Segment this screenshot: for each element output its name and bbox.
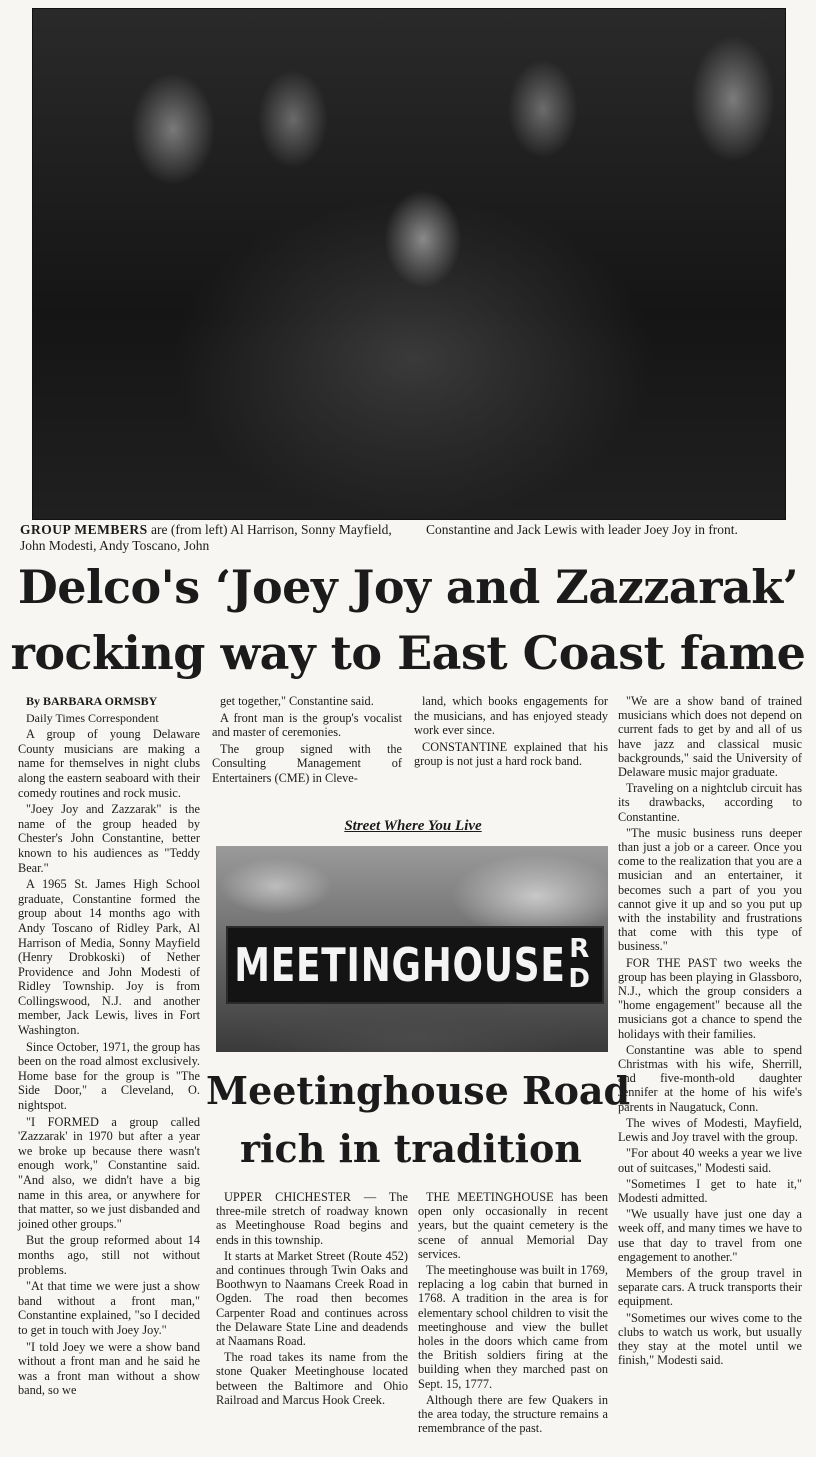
section-title: Street Where You Live: [344, 818, 482, 834]
story-paragraph: "For about 40 weeks a year we live out of suitcases," Modesti said.: [618, 1146, 802, 1175]
story-column-1: [18, 694, 200, 1400]
caption-text-right: Constantine and Jack Lewis with leader Joey Joy in front.: [426, 522, 738, 537]
sign-suffix: [568, 934, 590, 994]
story-paragraph: Constantine was able to spend Christmas with his wife, Sherrill, and five-month-old daughter Jennifer at the home of his wife's parents in Naugatuck, Conn.: [618, 1042, 802, 1114]
street-sign: [226, 926, 604, 1004]
sign-suffix-letter: D: [568, 964, 590, 994]
story-paragraph: A group of young Delaware County musicians are making a name for themselves in night clubs along the eastern seaboard with their comedy routines and rock music.: [18, 727, 200, 800]
story-paragraph: "At that time we were just a show band without a front man," Constantine explained, "so I decided to get in touch with Joey Joy.": [18, 1279, 200, 1337]
story-paragraph: Since October, 1971, the group has been on the road almost exclusively. Home base for the group is "The Side Door," a Cleveland, O. nightspot.: [18, 1039, 200, 1113]
sidebar-headline-line-2: rich in tradition: [240, 1126, 582, 1171]
sidebar-column-a: [216, 1190, 408, 1409]
caption-text-left: are (from left) Al Harrison, Sonny Mayfield, John Modesti, Andy Toscano, John: [20, 522, 392, 553]
byline-role: Daily Times Correspondent: [26, 710, 159, 725]
sidebar-paragraph: Although there are few Quakers in the area today, the structure remains a remembrance of the past.: [418, 1392, 608, 1436]
caption-lead: GROUP MEMBERS: [20, 522, 148, 537]
story-paragraph: "Joey Joy and Zazzarak" is the name of the group headed by Chester's John Constantine, better known to his audiences as "Teddy Bear.": [18, 802, 200, 875]
story-paragraph: A front man is the group's vocalist and master of ceremonies.: [212, 710, 402, 740]
photo-caption-right: [426, 522, 798, 538]
story-paragraph: get together," Constantine said.: [220, 694, 374, 708]
street-sign-photo: [216, 846, 608, 1052]
story-paragraph: "The music business runs deeper than just a job or a career. Once you come to the realization that you are a musician and an entertainer, it becomes such a part of you you cannot give it up and so you put up with the instability and frustrations that come with this type of business.": [618, 825, 802, 954]
story-paragraph: "We usually have just one day a week off, and many times we have to use that day to travel from one engagement to another.": [618, 1207, 802, 1264]
photo-caption-left: [20, 522, 392, 554]
sidebar-paragraph: THE MEETINGHOUSE has been open only occasionally in recent years, but the quaint cemetery is the scene of annual Memorial Day services.: [418, 1190, 608, 1261]
main-headline-line-2: rocking way to East Coast fame: [10, 626, 806, 680]
sidebar-paragraph: It starts at Market Street (Route 452) and continues through Twin Oaks and Boothwyn to Naamans Creek Road in Ogden. The road then becomes Carpenter Road and continues across the Delaware State Line and deadends at Naamans Road.: [216, 1248, 408, 1349]
story-paragraph: A 1965 St. James High School graduate, Constantine formed the group about 14 months ago with Andy Toscano of Ridley Park, Al Harrison of Media, Sonny Mayfield (Henry Drobkoski) of Nether Providence and John Modesti of Ridley Township. Joy is from Collingswood, N.J. and another member, Jack Lewis, lives in Fort Washington.: [18, 877, 200, 1038]
story-paragraph: But the group reformed about 14 months ago, still not without problems.: [18, 1233, 200, 1277]
sidebar-paragraph: The road takes its name from the stone Quaker Meetinghouse located between the Baltimore and Ohio Railroad and Marcus Hook Creek.: [216, 1350, 408, 1407]
story-paragraph: FOR THE PAST two weeks the group has been playing in Glassboro, N.J., which the group considers a "home engagement" because all the musicians got a chance to spend the holidays with their families.: [618, 955, 802, 1041]
story-column-4: [618, 694, 802, 1369]
story-paragraph: "I FORMED a group called 'Zazzarak' in 1970 but after a year we broke up because there wasn't enough work," Constantine said. "And also, we didn't have a big name in this area, or anywhere for that matter, so we just disbanded and joined other groups.": [18, 1114, 200, 1231]
sidebar-paragraph: The meetinghouse was built in 1769, replacing a log cabin that burned in 1768. A tradition in the area is for elementary school children to visit the meetinghouse and view the bullet holes in the doors which came from the British soldiers firing at the building when they marched past on Sept. 15, 1777.: [418, 1263, 608, 1391]
sign-word: MEETINGHOUSE: [234, 938, 566, 992]
sidebar-paragraph: UPPER CHICHESTER — The three-mile stretch of roadway known as Meetinghouse Road begins and ends in this township.: [216, 1190, 408, 1247]
story-paragraph: The wives of Modesti, Mayfield, Lewis and Joy travel with the group.: [618, 1115, 802, 1145]
byline-author: By BARBARA ORMSBY: [26, 694, 158, 708]
story-paragraph: Traveling on a nightclub circuit has its drawbacks, according to Constantine.: [618, 781, 802, 824]
story-paragraph: "We are a show band of trained musicians which does not depend on current fads to get by and all of us have jazz and classical music backgrounds," said the University of Delaware music major graduate.: [618, 694, 802, 780]
story-paragraph: "Sometimes I get to hate it," Modesti admitted.: [618, 1176, 802, 1205]
story-column-2: [212, 694, 402, 788]
story-paragraph: CONSTANTINE explained that his group is not just a hard rock band.: [414, 739, 608, 769]
story-paragraph: The group signed with the Consulting Management of Entertainers (CME) in Cleve-: [212, 741, 402, 785]
story-paragraph: Members of the group travel in separate cars. A truck transports their equipment.: [618, 1265, 802, 1309]
story-column-3: [414, 694, 608, 771]
group-photo: [32, 8, 786, 520]
sidebar-headline-line-1: Meetinghouse Road: [206, 1068, 631, 1113]
story-paragraph: "Sometimes our wives come to the clubs to watch us work, but usually they stay at the motel until we finish," Modesti said.: [618, 1310, 802, 1368]
story-paragraph: land, which books engagements for the musicians, and has enjoyed steady work ever since.: [414, 694, 608, 738]
main-headline-line-1: Delco's ‘Joey Joy and Zazzarak’: [17, 560, 799, 614]
sidebar-column-b: [418, 1190, 608, 1437]
story-paragraph: "I told Joey we were a show band without a front man and he said he was a front man without a show band, so we: [18, 1339, 200, 1398]
sign-suffix-letter: R: [569, 934, 590, 964]
